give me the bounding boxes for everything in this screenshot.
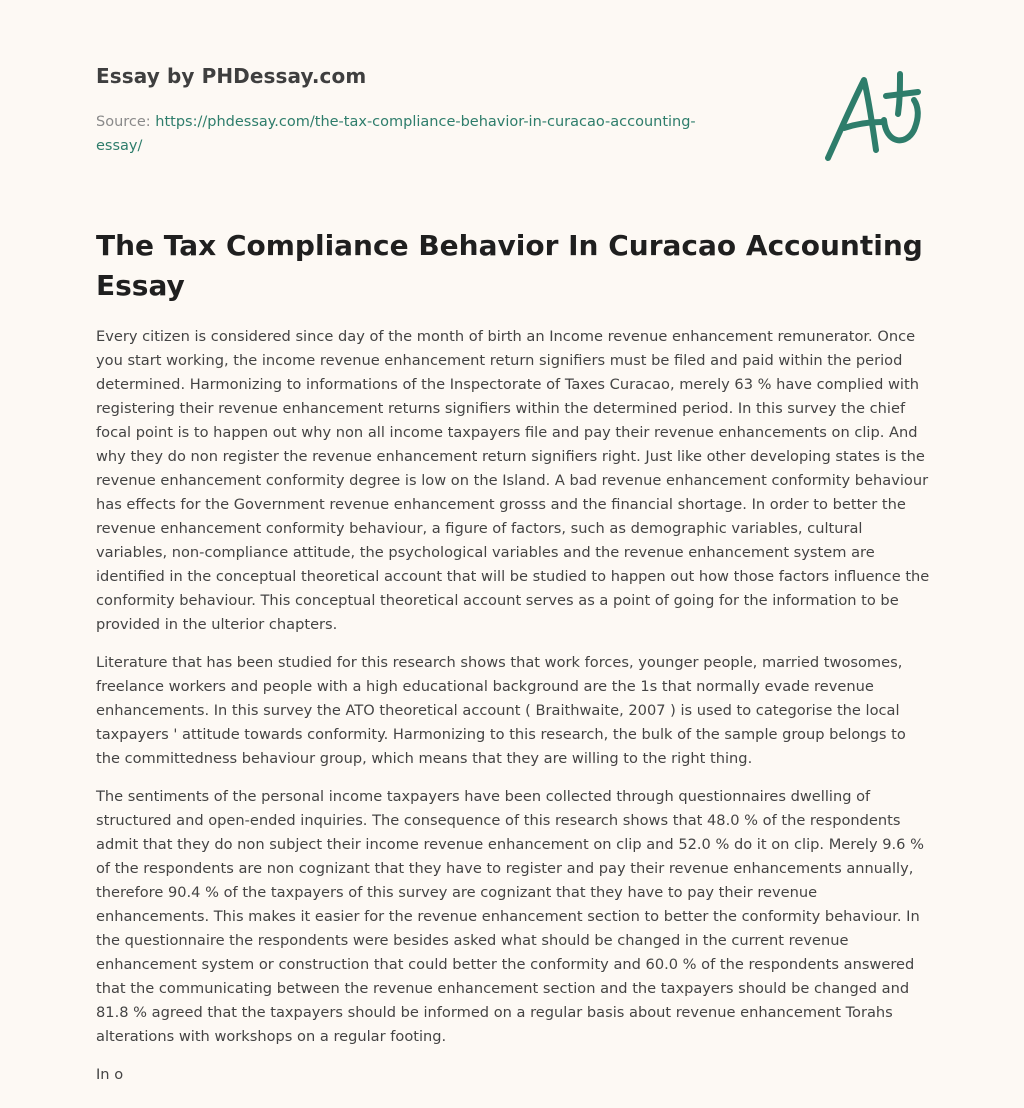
source-label: Source: xyxy=(96,114,151,130)
essay-paragraph: Literature that has been studied for this research shows that work forces, younger people, married twosomes, freelance workers and people with a high educational background are the 1s that normally evade revenue enhancements. In this survey the ATO theoretical account ( Braithwaite, 2007 ) is used to categorise the local taxpayers ' attitude towards conformity. Harmonizing to this research, the bulk of the sample group belongs to the committedness behaviour group, which means that they are willing to the right thing. xyxy=(96,654,906,767)
site-title: Essay by PHDessay.com xyxy=(96,64,367,88)
source-line xyxy=(96,110,736,158)
a-plus-logo-icon xyxy=(824,66,928,166)
essay-title: The Tax Compliance Behavior In Curacao Accounting Essay xyxy=(96,229,923,302)
essay-paragraph: In o xyxy=(96,1066,124,1083)
essay-body xyxy=(96,325,930,1101)
essay-paragraph: Every citizen is considered since day of the month of birth an Income revenue enhancement remunerator. Once you start working, the income revenue enhancement return signifiers must be filed and paid within the period determined. Harmonizing to informations of the Inspectorate of Taxes Curacao, merely 63 % have complied with registering their revenue enhancement returns signifiers within the determined period. In this survey the chief focal point is to happen out why non all income taxpayers file and pay their revenue enhancements on clip. And why they do non register the revenue enhancement return signifiers right. Just like other developing states is the revenue enhancement conformity degree is low on the Island. A bad revenue enhancement conformity behaviour has effects for the Government revenue enhancement grosss and the financial shortage. In order to better the revenue enhancement conformity behaviour, a figure of factors, such as demographic variables, cultural variables, non-compliance attitude, the psychological variables and the revenue enhancement system are identified in the conceptual theoretical account that will be studied to happen out how those factors influence the conformity behaviour. This conceptual theoretical account serves as a point of going for the information to be provided in the ulterior chapters. xyxy=(96,328,930,633)
essay-paragraph: The sentiments of the personal income taxpayers have been collected through questionnaires dwelling of structured and open-ended inquiries. The consequence of this research shows that 48.0 % of the respondents admit that they do non subject their income revenue enhancement on clip and 52.0 % do it on clip. Merely 9.6 % of the respondents are non cognizant that they have to register and pay their revenue enhancements annually, therefore 90.4 % of the taxpayers of this survey are cognizant that they have to pay their revenue enhancements. This makes it easier for the revenue enhancement section to better the conformity behaviour. In the questionnaire the respondents were besides asked what should be changed in the current revenue enhancement system or construction that could better the conformity and 60.0 % of the respondents answered that the communicating between the revenue enhancement section and the taxpayers should be changed and 81.8 % agreed that the taxpayers should be informed on a regular basis about revenue enhancement Torahs alterations with workshops on a regular footing. xyxy=(96,788,924,1045)
source-link[interactable]: https://phdessay.com/the-tax-compliance-behavior-in-curacao-accounting-essay/ xyxy=(96,114,696,154)
